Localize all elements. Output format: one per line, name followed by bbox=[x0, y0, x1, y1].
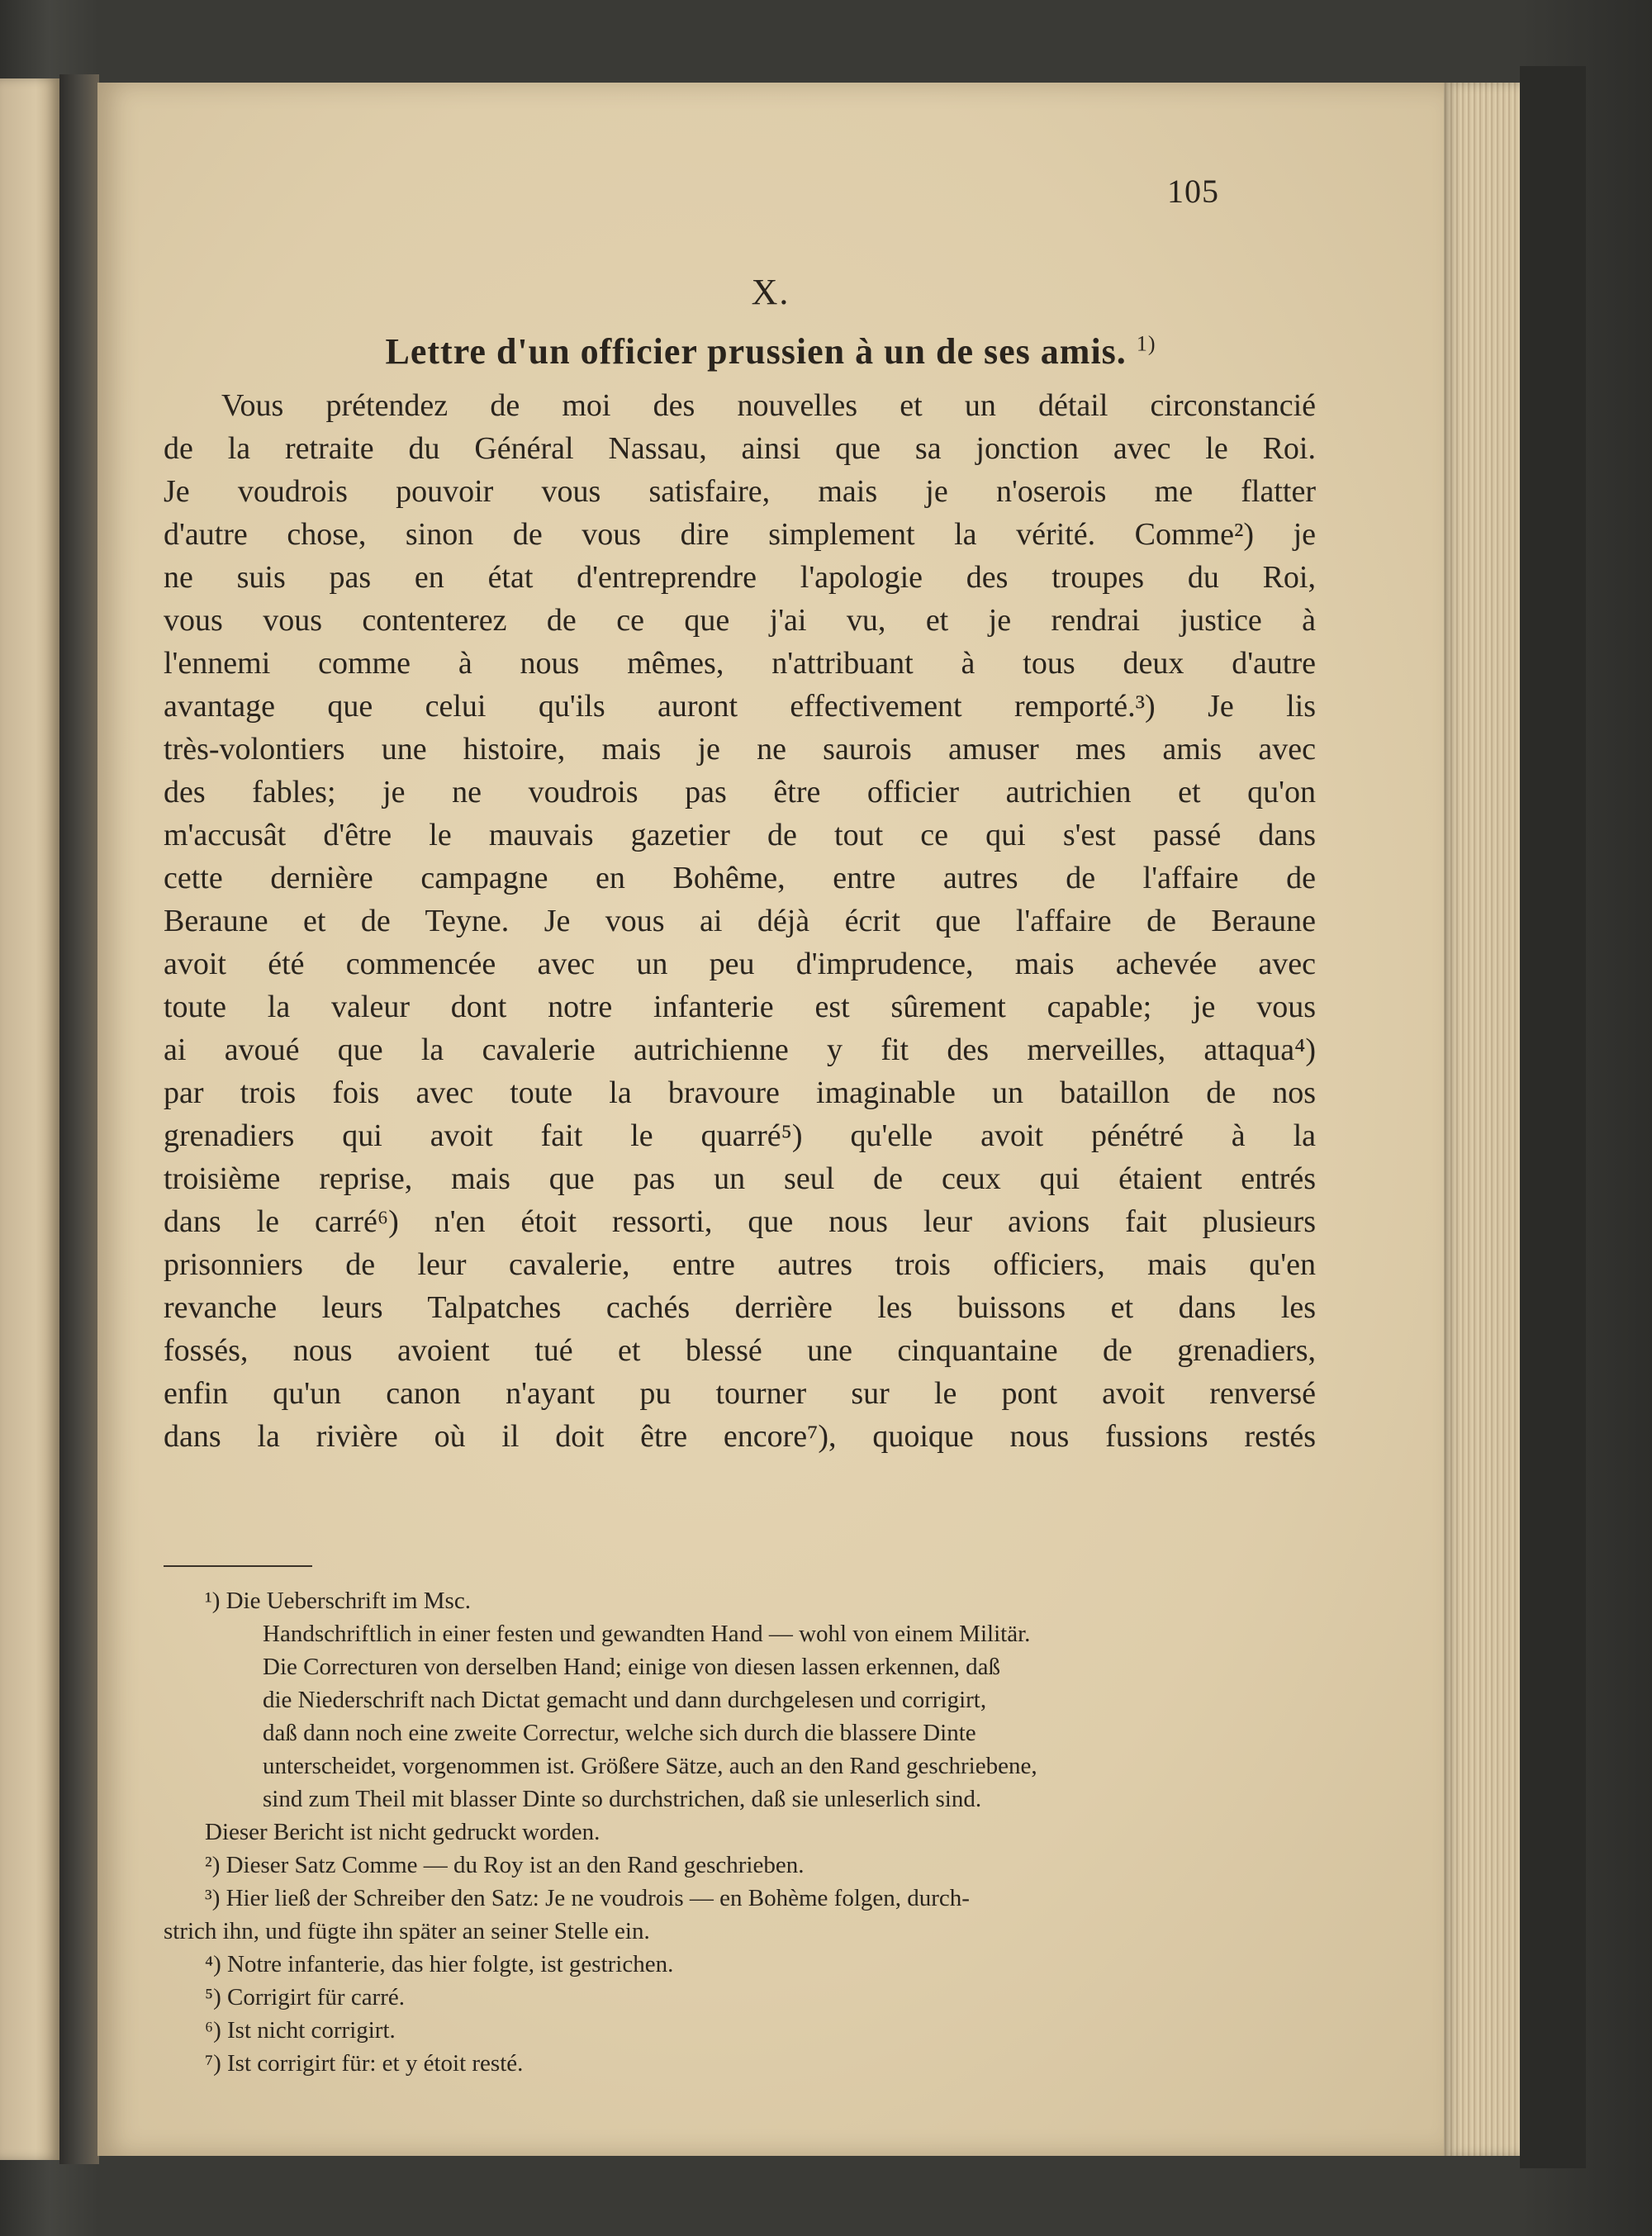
footnote-line: sind zum Theil mit blasser Dinte so durchstrichen, daß sie unleserlich sind. bbox=[263, 1786, 982, 1812]
letter-title bbox=[97, 330, 1444, 373]
footnote-line: ¹) Die Ueberschrift im Msc. bbox=[205, 1588, 471, 1614]
body-line: cette dernière campagne en Bohême, entre autres de l'affaire de bbox=[164, 861, 1316, 895]
footnote-line: unterscheidet, vorgenommen ist. Größere Sätze, auch an den Rand geschriebene, bbox=[263, 1753, 1037, 1779]
body-line: m'accusât d'être le mauvais gazetier de tout ce qui s'est passé dans bbox=[164, 818, 1316, 852]
page-number: 105 bbox=[1167, 173, 1219, 210]
body-line: prisonniers de leur cavalerie, entre autres trois officiers, mais qu'en bbox=[164, 1247, 1316, 1282]
footnote-line: ⁵) Corrigirt für carré. bbox=[205, 1984, 405, 2011]
body-line: ne suis pas en état d'entreprendre l'apologie des troupes du Roi, bbox=[164, 560, 1316, 595]
body-line: avantage que celui qu'ils auront effectivement remporté.³) Je lis bbox=[164, 689, 1316, 724]
body-line: Beraune et de Teyne. Je vous ai déjà écrit que l'affaire de Beraune bbox=[164, 904, 1316, 938]
facing-page-edge bbox=[0, 78, 59, 2160]
body-line: dans la rivière où il doit être encore⁷), quoique nous fussions restés bbox=[164, 1419, 1316, 1454]
body-line: fossés, nous avoient tué et blessé une cinquantaine de grenadiers, bbox=[164, 1333, 1316, 1368]
footnote-line: ²) Dieser Satz Comme — du Roy ist an den Rand geschrieben. bbox=[205, 1852, 805, 1878]
footnote-line: strich ihn, und fügte ihn später an seiner Stelle ein. bbox=[164, 1918, 650, 1944]
body-line: enfin qu'un canon n'ayant pu tourner sur le pont avoit renversé bbox=[164, 1376, 1316, 1411]
body-line: toute la valeur dont notre infanterie est sûrement capable; je vous bbox=[164, 990, 1316, 1024]
footnote-line: Die Correcturen von derselben Hand; einige von diesen lassen erkennen, daß bbox=[263, 1654, 1001, 1680]
body-line: dans le carré⁶) n'en étoit ressorti, que nous leur avions fait plusieurs bbox=[164, 1204, 1316, 1239]
body-line: de la retraite du Général Nassau, ainsi que sa jonction avec le Roi. bbox=[164, 431, 1316, 466]
book-gutter bbox=[59, 74, 99, 2164]
footnote-line: Dieser Bericht ist nicht gedruckt worden. bbox=[205, 1819, 601, 1845]
footnote-line: ⁷) Ist corrigirt für: et y étoit resté. bbox=[205, 2050, 524, 2077]
book-cover-edge bbox=[1520, 66, 1586, 2168]
footnote-line: die Niederschrift nach Dictat gemacht und dann durchgelesen und corrigirt, bbox=[263, 1687, 987, 1713]
footnotes bbox=[164, 1584, 1312, 2080]
footnote-line: ⁶) Ist nicht corrigirt. bbox=[205, 2017, 396, 2044]
body-line: vous vous contenterez de ce que j'ai vu, et je rendrai justice à bbox=[164, 603, 1316, 638]
footnote-line: Handschriftlich in einer festen und gewandten Hand — wohl von einem Militär. bbox=[263, 1621, 1031, 1647]
footnote-line: ⁴) Notre infanterie, das hier folgte, ist gestrichen. bbox=[205, 1951, 674, 1977]
body-line: troisième reprise, mais que pas un seul de ceux qui étaient entrés bbox=[164, 1161, 1316, 1196]
body-line: ai avoué que la cavalerie autrichienne y fit des merveilles, attaqua⁴) bbox=[164, 1033, 1316, 1067]
body-line: Vous prétendez de moi des nouvelles et un détail circonstancié bbox=[221, 388, 1316, 423]
footnote-separator bbox=[164, 1565, 312, 1567]
body-line: avoit été commencée avec un peu d'imprudence, mais achevée avec bbox=[164, 947, 1316, 981]
body-line: très-volontiers une histoire, mais je ne saurois amuser mes amis avec bbox=[164, 732, 1316, 767]
footnote-line: daß dann noch eine zweite Correctur, welche sich durch die blassere Dinte bbox=[263, 1720, 976, 1746]
body-line: revanche leurs Talpatches cachés derrière les buissons et dans les bbox=[164, 1290, 1316, 1325]
letter-body bbox=[164, 384, 1316, 1458]
body-line: des fables; je ne voudrois pas être officier autrichien et qu'on bbox=[164, 775, 1316, 809]
title-footnote-marker: 1) bbox=[1136, 331, 1156, 356]
letter-title-text: Lettre d'un officier prussien à un de ses amis. bbox=[385, 331, 1127, 372]
chapter-number: X. bbox=[751, 272, 790, 312]
body-line: l'ennemi comme à nous mêmes, n'attribuant à tous deux d'autre bbox=[164, 646, 1316, 681]
book-page bbox=[97, 83, 1444, 2156]
page-stack-edges bbox=[1441, 83, 1520, 2156]
body-line: Je voudrois pouvoir vous satisfaire, mais je n'oserois me flatter bbox=[164, 474, 1316, 509]
footnote-line: ³) Hier ließ der Schreiber den Satz: Je ne voudrois — en Bohème folgen, durch- bbox=[205, 1885, 970, 1911]
body-line: grenadiers qui avoit fait le quarré⁵) qu'elle avoit pénétré à la bbox=[164, 1118, 1316, 1153]
body-line: par trois fois avec toute la bravoure imaginable un bataillon de nos bbox=[164, 1075, 1316, 1110]
body-line: d'autre chose, sinon de vous dire simplement la vérité. Comme²) je bbox=[164, 517, 1316, 552]
